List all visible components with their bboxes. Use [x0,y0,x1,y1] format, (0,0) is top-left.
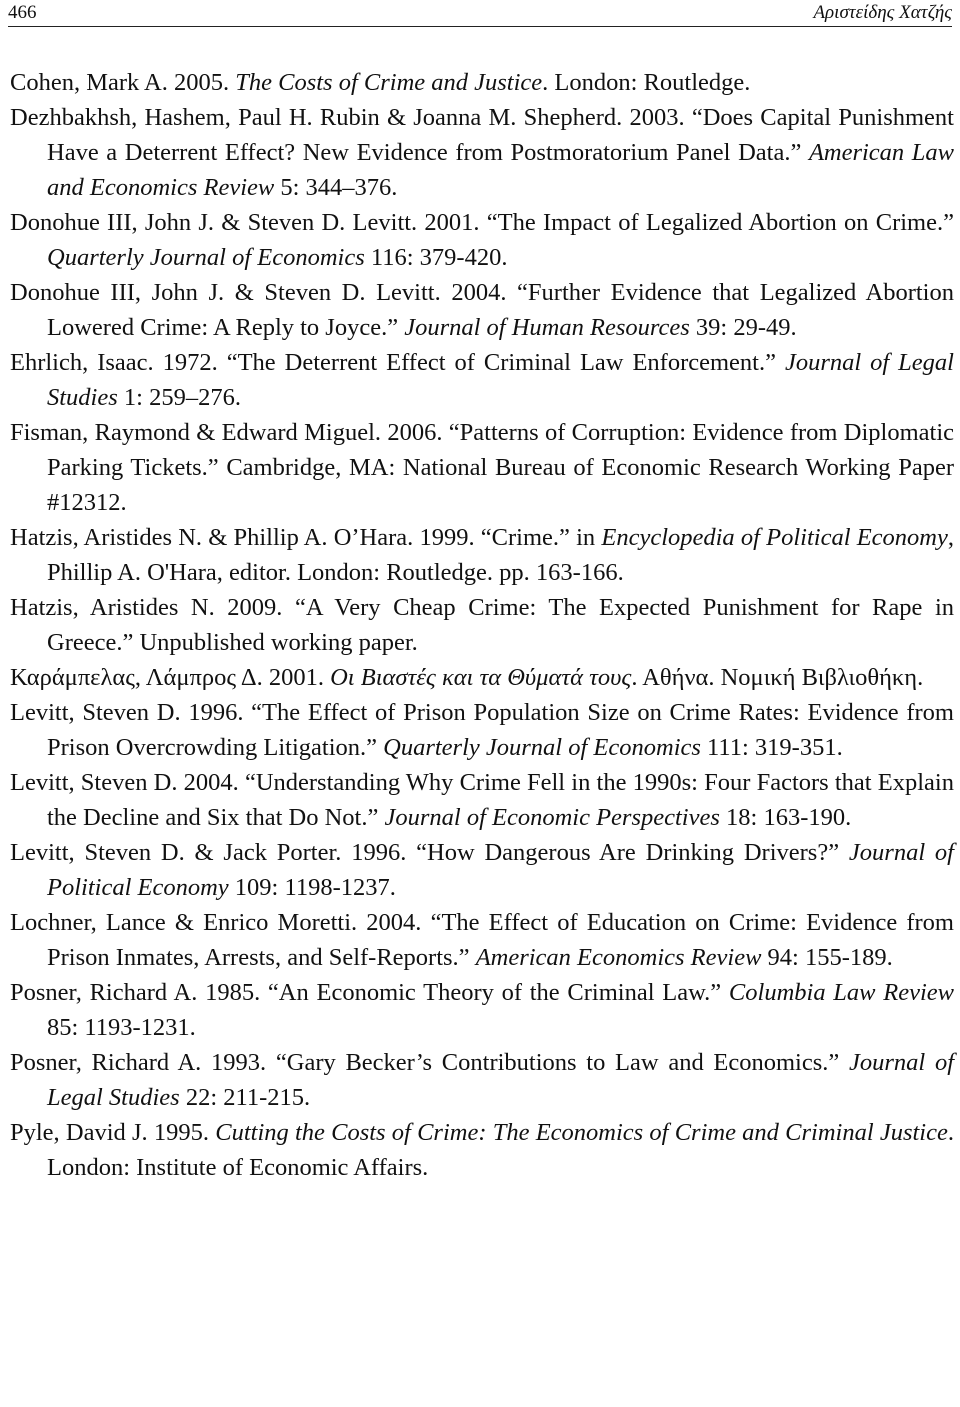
ref-text: 109: 1198-1237. [228,874,396,901]
reference-entry [10,345,954,415]
ref-journal: Quarterly Journal of Economics [47,244,365,271]
reference-entry [10,1115,954,1185]
reference-entry [10,65,954,100]
ref-text: 111: 319-351. [700,734,843,761]
reference-entry [10,205,954,275]
ref-text: 39: 29-49. [689,314,797,341]
reference-list [10,65,954,1185]
reference-entry [10,100,954,205]
running-head-author: Αριστείδης Χατζής [813,2,952,23]
ref-text: Posner, Richard A. 1993. “Gary Becker’s Contributions to Law and Economics.” [10,1049,849,1076]
ref-text: . Αθήνα. Νομική Βιβλιοθήκη. [631,664,924,691]
page-header [8,0,952,27]
ref-journal: Journal of Economic Perspectives [384,804,720,831]
ref-text: . London: Routledge. [542,69,751,96]
ref-journal: Journal of Legal Studies [47,1049,954,1111]
reference-entry [10,835,954,905]
reference-entry [10,520,954,590]
ref-text: Hatzis, Aristides N. & Phillip A. O’Hara. 1999. “Crime.” in [10,524,602,551]
ref-text: 116: 379-420. [364,244,508,271]
ref-text: Pyle, David J. 1995. [10,1119,216,1146]
ref-text: Ehrlich, Isaac. 1972. “The Deterrent Effect of Criminal Law Enforcement.” [10,349,785,376]
ref-text: Hatzis, Aristides N. 2009. “A Very Cheap Crime: The Expected Punishment for Rape in Greece.” Unpublished working paper. [10,594,954,656]
ref-journal: Quarterly Journal of Economics [383,734,701,761]
ref-text: Levitt, Steven D. 2004. “Understanding Why Crime Fell in the 1990s: Four Factors that Explain the Decline and Six that Do Not.” [10,769,954,831]
ref-text: 22: 211-215. [179,1084,311,1111]
ref-text: . London: Institute of Economic Affairs. [47,1119,954,1181]
ref-title: The Costs of Crime and Justice [235,69,543,96]
ref-text: Donohue III, John J. & Steven D. Levitt. 2001. “The Impact of Legalized Abortion on Crime.” [10,209,954,236]
ref-text: , Phillip A. O'Hara, editor. London: Routledge. pp. 163-166. [47,524,954,586]
reference-entry [10,590,954,660]
reference-entry [10,415,954,520]
reference-entry [10,975,954,1045]
ref-text: 18: 163-190. [719,804,852,831]
page-number: 466 [8,2,37,23]
ref-text: Dezhbakhsh, Hashem, Paul H. Rubin & Joanna M. Shepherd. 2003. “Does Capital Punishment Have a Deterrent Effect? New Evidence from Postmoratorium Panel Data.” [10,104,954,166]
ref-text: Donohue III, John J. & Steven D. Levitt. 2004. “Further Evidence that Legalized Abortion Lowered Crime: A Reply to Joyce.” [10,279,954,341]
ref-text: Καράμπελας, Λάμπρος Δ. 2001. [10,664,331,691]
ref-text: Levitt, Steven D. 1996. “The Effect of Prison Population Size on Crime Rates: Evidence from Prison Overcrowding Litigation.” [10,699,954,761]
ref-journal: American Law and Economics Review [47,139,955,201]
ref-journal: Journal of Human Resources [404,314,690,341]
ref-text: Levitt, Steven D. & Jack Porter. 1996. “How Dangerous Are Drinking Drivers?” [10,839,849,866]
reference-entry [10,660,954,695]
ref-book-title: Οι Βιαστές και τα Θύματά τους [330,664,632,691]
ref-journal: Journal of Legal Studies [47,349,954,411]
ref-text: Cohen, Mark A. 2005. [10,69,236,96]
ref-text: Fisman, Raymond & Edward Miguel. 2006. “Patterns of Corruption: Evidence from Diplomatic Parking Tickets.” Cambridge, MA: National Bureau of Economic Research Working Paper #12312. [10,419,954,516]
reference-entry [10,905,954,975]
ref-book-title: Cutting the Costs of Crime: The Economics of Crime and Criminal Justice [215,1119,948,1146]
ref-text: 1: 259–276. [117,384,241,411]
ref-text: Posner, Richard A. 1985. “An Economic Theory of the Criminal Law.” [10,979,729,1006]
ref-journal: Journal of Political Economy [47,839,954,901]
ref-journal: American Economics Review [475,944,762,971]
ref-text: Lochner, Lance & Enrico Moretti. 2004. “The Effect of Education on Crime: Evidence from Prison Inmates, Arrests, and Self-Reports.” [10,909,954,971]
reference-entry [10,695,954,765]
ref-book-title: Encyclopedia of Political Economy [601,524,948,551]
reference-entry [10,765,954,835]
ref-text: 94: 155-189. [761,944,893,971]
ref-text: 85: 1193-1231. [47,1014,196,1041]
ref-text: 5: 344–376. [274,174,398,201]
reference-entry [10,1045,954,1115]
reference-entry [10,275,954,345]
ref-journal: Columbia Law Review [728,979,954,1006]
